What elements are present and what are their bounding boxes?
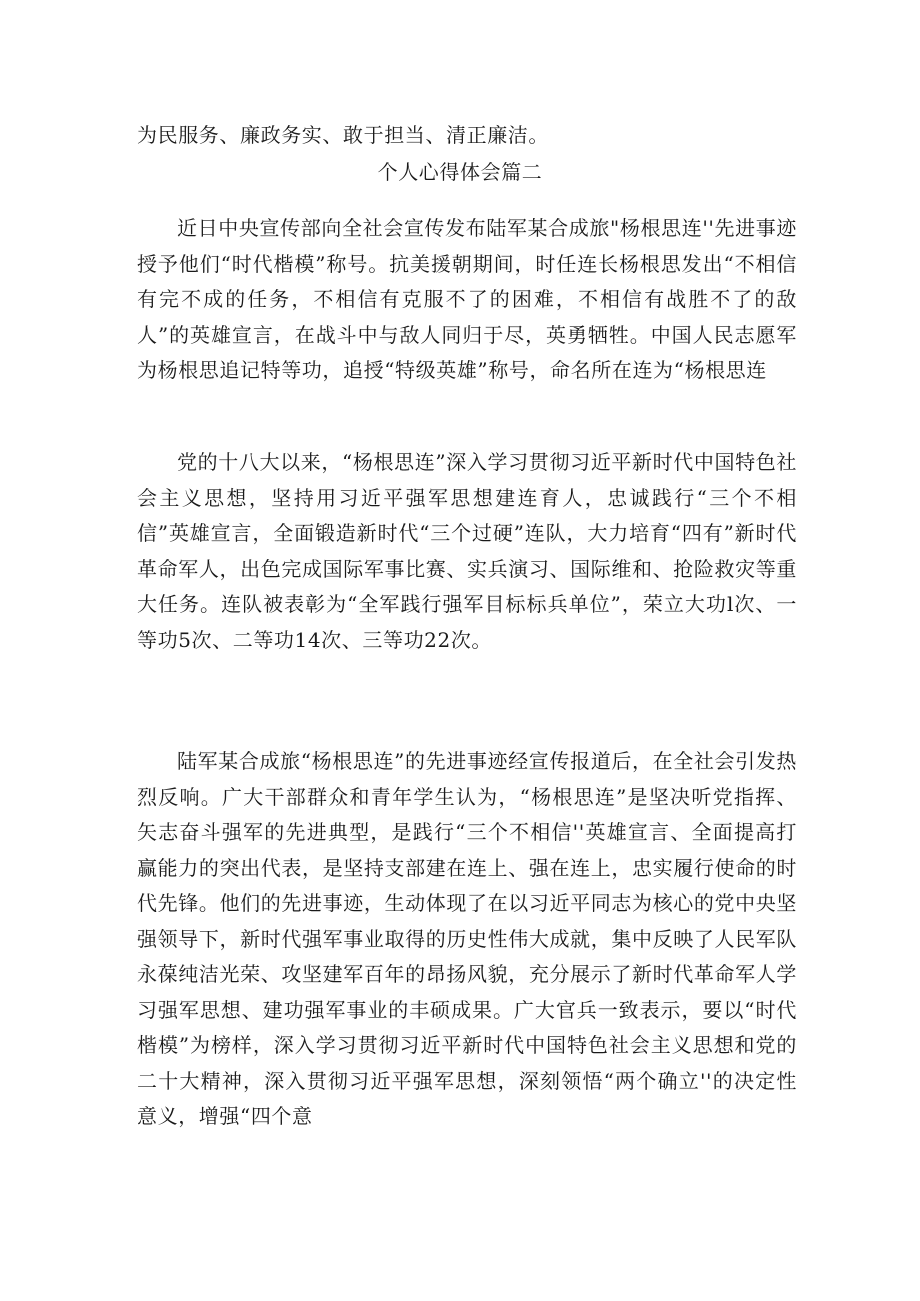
paragraph-3: 陆军某合成旅“杨根思连”的先进事迹经宣传报道后，在全社会引发热烈反响。广大干部群众和青年学生认为，“杨根思连”是坚决听党指挥、矢志奋斗强军的先进典型，是践行“三个不相信''英雄宣言、全面提高打赢能力的突出代表，是坚持支部建在连上、强在连上，忠实履行使命的时代先锋。他们的先进事迹，生动体现了在以习近平同志为核心的党中央坚强领导下，新时代强军事业取得的历史性伟大成就，集中反映了人民军队永葆纯洁光荣、攻坚建军百年的昂扬风貌，充分展示了新时代革命军人学习强军思想、建功强军事业的丰硕成果。广大官兵一致表示，要以“时代楷模”为榜样，深入学习贯彻习近平新时代中国特色社会主义思想和党的二十大精神，深入贯彻习近平强军思想，深刻领悟“两个确立''的决定性意义，增强“四个意 [137,749,797,1128]
lead-line: 为民服务、廉政务实、敢于担当、清正廉洁。 [137,123,549,147]
paragraph-2: 党的十八大以来，“杨根思连”深入学习贯彻习近平新时代中国特色社会主义思想，坚持用习近平强军思想建连育人，忠诚践行“三个不相信”英雄宣言，全面锻造新时代“三个过硬”连队，大力培育“四有”新时代革命军人，出色完成国际军事比赛、实兵演习、国际维和、抢险救灾等重大任务。连队被表彰为“全军践行强军目标标兵单位”，荣立大功l次、一等功5次、二等功14次、三等功22次。 [137,450,797,652]
section-title: 个人心得体会篇二 [377,160,543,184]
paragraph-1: 近日中央宣传部向全社会宣传发布陆军某合成旅"杨根思连''先进事迹授予他们“时代楷模”称号。抗美援朝期间，时任连长杨根思发出“不相信有完不成的任务，不相信有克服不了的困难，不相信有战胜不了的敌人”的英雄宣言，在战斗中与敌人同归于尽，英勇牺牲。中国人民志愿军为杨根思追记特等功，追授“特级英雄”称号，命名所在连为“杨根思连 [137,216,797,382]
